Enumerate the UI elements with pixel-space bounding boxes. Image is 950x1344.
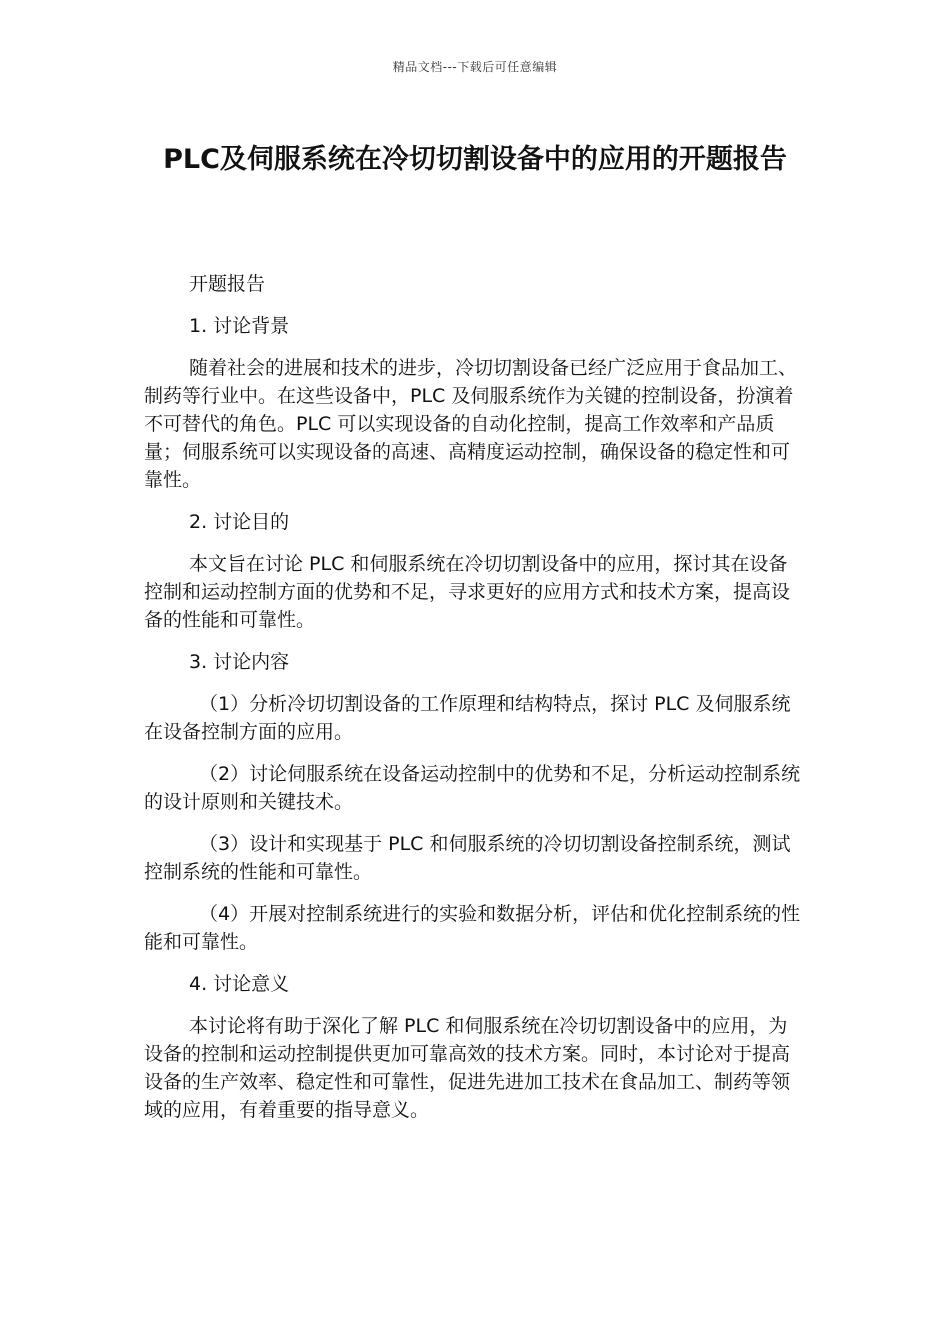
document-body — [144, 270, 806, 1138]
heading-background: 1. 讨论背景 — [189, 315, 290, 337]
content-item-3: （3）设计和实现基于 PLC 和伺服系统的冷切切割设备控制系统，测试控制系统的性能和可靠性。 — [144, 833, 791, 883]
content-item-1: （1）分析冷切切割设备的工作原理和结构特点，探讨 PLC 及伺服系统在设备控制方面的应用。 — [144, 693, 791, 743]
heading-content: 3. 讨论内容 — [189, 651, 290, 673]
heading-significance: 4. 讨论意义 — [189, 973, 290, 995]
section-label-report: 开题报告 — [189, 273, 266, 295]
content-item-2: （2）讨论伺服系统在设备运动控制中的优势和不足，分析运动控制系统的设计原则和关键技术。 — [144, 763, 801, 813]
paragraph-significance: 本讨论将有助于深化了解 PLC 和伺服系统在冷切切割设备中的应用，为设备的控制和运动控制提供更加可靠高效的技术方案。同时，本讨论对于提高设备的生产效率、稳定性和可靠性，促进先进加工技术在食品加工、制药等领域的应用，有着重要的指导意义。 — [144, 1015, 791, 1121]
page-header: 精品文档---下载后可任意编辑 — [392, 60, 558, 74]
heading-purpose: 2. 讨论目的 — [189, 511, 290, 533]
paragraph-background: 随着社会的进展和技术的进步，冷切切割设备已经广泛应用于食品加工、制药等行业中。在这些设备中，PLC 及伺服系统作为关键的控制设备，扮演着不可替代的角色。PLC 可以实现设备的自动化控制，提高工作效率和产品质量；伺服系统可以实现设备的高速、高精度运动控制，确保设备的稳定性和可靠性。 — [144, 357, 798, 491]
document-title: PLC及伺服系统在冷切切割设备中的应用的开题报告 — [163, 144, 787, 175]
paragraph-purpose: 本文旨在讨论 PLC 和伺服系统在冷切切割设备中的应用，探讨其在设备控制和运动控制方面的优势和不足，寻求更好的应用方式和技术方案，提高设备的性能和可靠性。 — [144, 553, 791, 631]
content-item-4: （4）开展对控制系统进行的实验和数据分析，评估和优化控制系统的性能和可靠性。 — [144, 903, 801, 953]
